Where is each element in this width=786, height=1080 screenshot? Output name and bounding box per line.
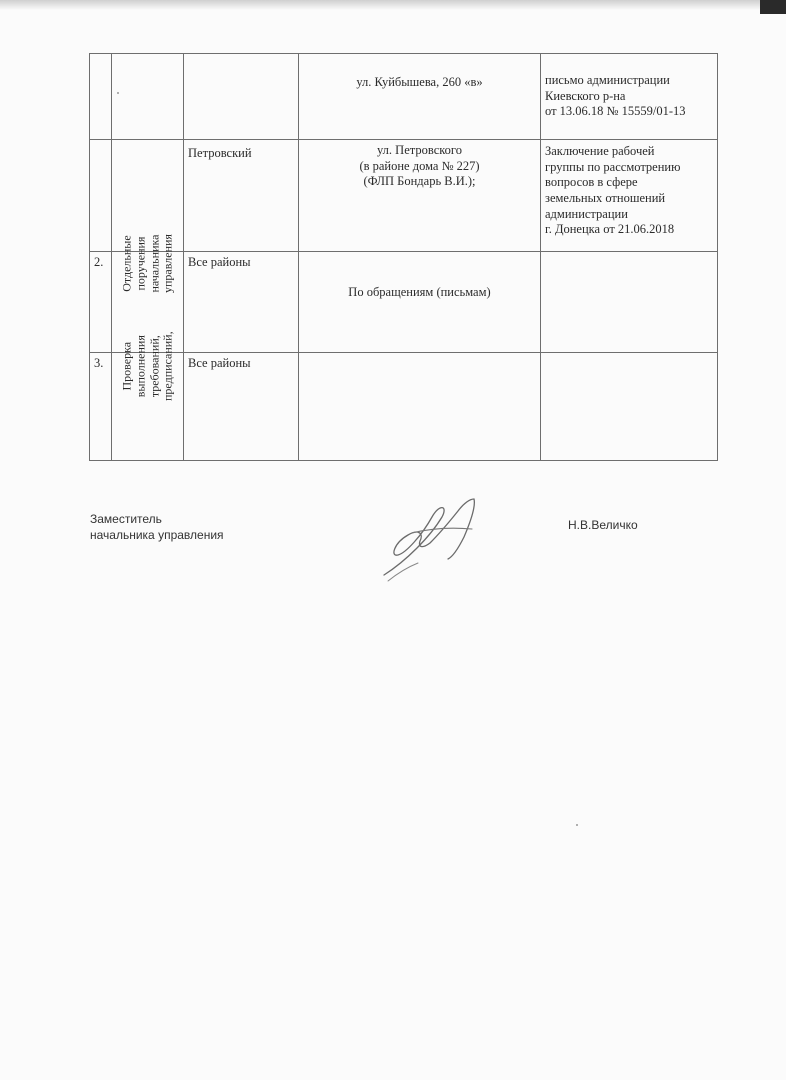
row-object xyxy=(299,353,541,461)
table-row xyxy=(90,54,718,140)
row-basis: письмо администрации Киевского р-на от 13.06.18 № 15559/01-13 xyxy=(541,54,718,140)
row-basis xyxy=(541,353,718,461)
row-number xyxy=(90,140,112,252)
handwritten-signature xyxy=(378,493,488,588)
row-district: Все районы xyxy=(184,353,299,461)
row-basis xyxy=(541,252,718,353)
row-number xyxy=(90,54,112,140)
row-section: Проверка выполнения требований, предписаний, xyxy=(112,353,184,461)
row-object: ул. Куйбышева, 260 «в» xyxy=(299,54,541,140)
row-basis: Заключение рабочей группы по рассмотрению вопросов в сфере земельных отношений администрации г. Донецка от 21.06.2018 xyxy=(541,140,718,252)
scan-speck xyxy=(576,824,578,826)
scan-shadow-edge xyxy=(0,0,786,10)
table-row xyxy=(90,252,718,353)
row-number: 2. xyxy=(90,252,112,353)
row-district: Петровский xyxy=(184,140,299,252)
table-row xyxy=(90,140,718,252)
row-district xyxy=(184,54,299,140)
row-section xyxy=(112,54,184,140)
row-district: Все районы xyxy=(184,252,299,353)
row-object: По обращениям (письмам) xyxy=(299,252,541,353)
row-number: 3. xyxy=(90,353,112,461)
signatory-name: Н.В.Величко xyxy=(568,518,638,532)
scan-dark-corner xyxy=(760,0,786,14)
row-object: ул. Петровского (в районе дома № 227) (ФЛП Бондарь В.И.); xyxy=(299,140,541,252)
work-plan-table xyxy=(89,53,718,461)
scan-speck xyxy=(117,92,119,94)
row-section: Отдельные поручения начальника управления xyxy=(112,252,184,353)
table-row xyxy=(90,353,718,461)
signatory-position: Заместитель начальника управления xyxy=(90,512,224,542)
